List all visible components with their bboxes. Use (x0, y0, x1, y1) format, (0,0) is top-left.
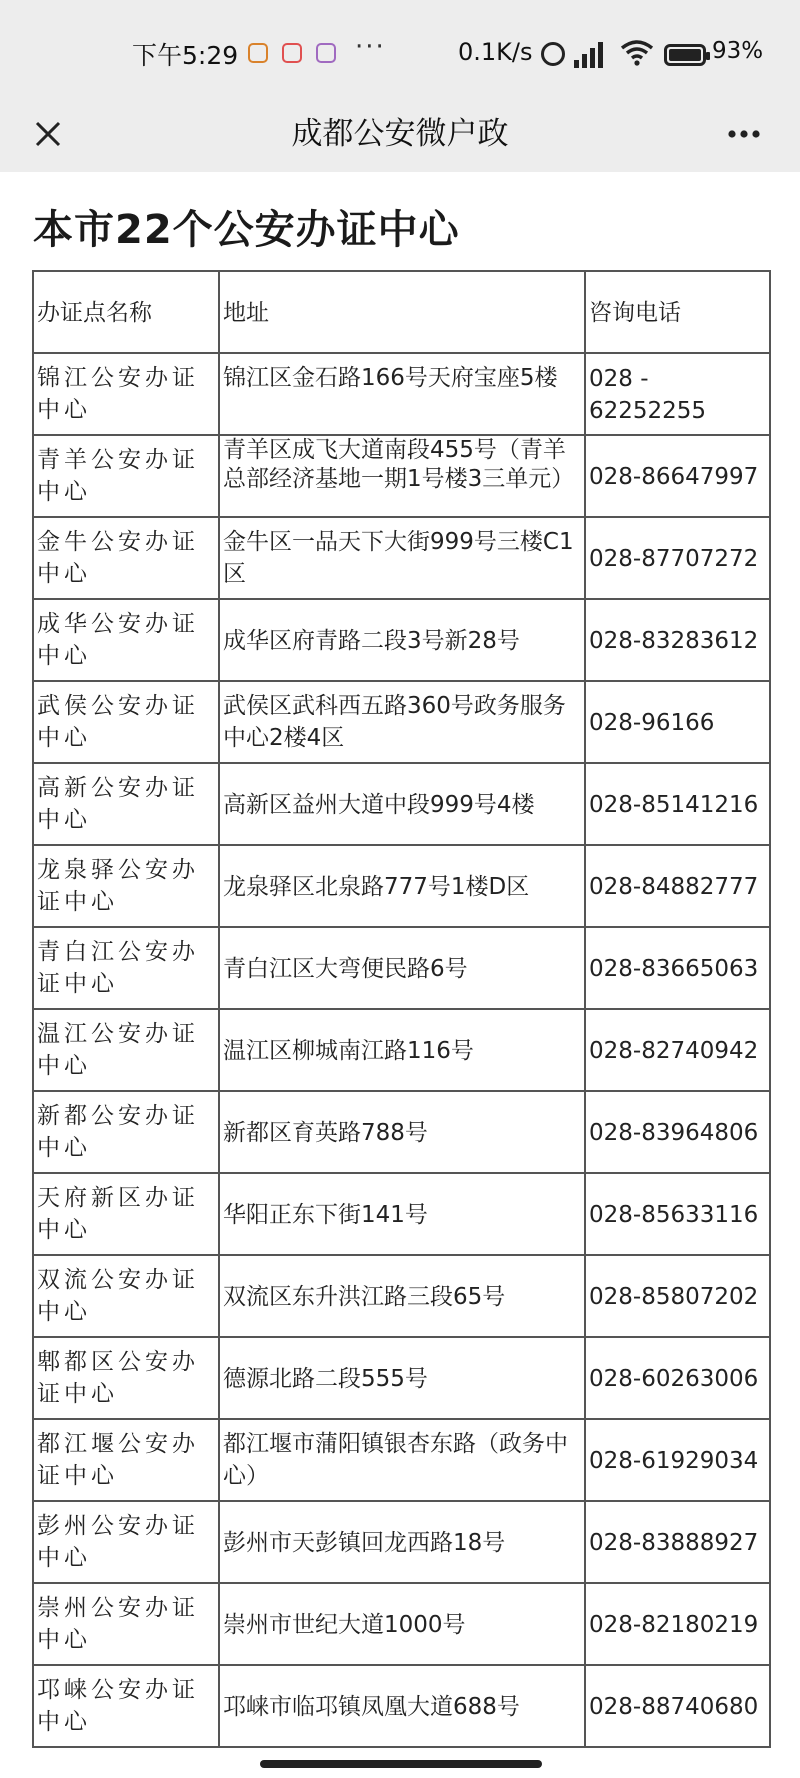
center-address: 高新区益州大道中段999号4楼 (219, 763, 585, 845)
app-notification-icon (282, 43, 302, 63)
center-phone[interactable]: 028-88740680 (585, 1665, 770, 1747)
battery-icon (664, 44, 706, 66)
center-address: 龙泉驿区北泉路777号1楼D区 (219, 845, 585, 927)
center-name: 天府新区办证中心 (33, 1173, 219, 1255)
battery-percent: 93% (712, 38, 764, 64)
alarm-icon (541, 42, 565, 66)
signal-icon (574, 40, 608, 68)
table-row (33, 1337, 770, 1419)
center-phone[interactable]: 028-85633116 (585, 1173, 770, 1255)
table-row (33, 1583, 770, 1665)
center-name: 锦江公安办证中心 (33, 353, 219, 435)
center-phone[interactable]: 028 - 62252255 (585, 353, 770, 435)
center-address: 新都区育英路788号 (219, 1091, 585, 1173)
center-phone[interactable]: 028-83964806 (585, 1091, 770, 1173)
network-speed: 0.1K/s (458, 38, 533, 66)
center-name: 彭州公安办证中心 (33, 1501, 219, 1583)
center-phone[interactable]: 028-83665063 (585, 927, 770, 1009)
table-header-row (33, 271, 770, 353)
header-address: 地址 (219, 271, 585, 353)
center-name: 成华公安办证中心 (33, 599, 219, 681)
center-name: 金牛公安办证中心 (33, 517, 219, 599)
center-name: 青白江公安办证中心 (33, 927, 219, 1009)
center-address: 双流区东升洪江路三段65号 (219, 1255, 585, 1337)
center-name: 都江堰公安办证中心 (33, 1419, 219, 1501)
center-address: 邛崃市临邛镇凤凰大道688号 (219, 1665, 585, 1747)
more-icon[interactable] (718, 108, 770, 160)
table-row (33, 353, 770, 435)
page-nav-title: 成都公安微户政 (291, 116, 509, 152)
gesture-bar (0, 1752, 800, 1778)
center-phone[interactable]: 028-61929034 (585, 1419, 770, 1501)
table-row (33, 1009, 770, 1091)
table-row (33, 1419, 770, 1501)
center-address: 崇州市世纪大道1000号 (219, 1583, 585, 1665)
center-address: 彭州市天彭镇回龙西路18号 (219, 1501, 585, 1583)
center-name: 双流公安办证中心 (33, 1255, 219, 1337)
page-title: 本市22个公安办证中心 (33, 207, 460, 253)
table-row (33, 1501, 770, 1583)
center-phone[interactable]: 028-86647997 (585, 435, 770, 517)
centers-table (32, 270, 771, 1748)
table-row (33, 1091, 770, 1173)
table-row (33, 845, 770, 927)
table-row (33, 927, 770, 1009)
center-name: 高新公安办证中心 (33, 763, 219, 845)
table-row (33, 517, 770, 599)
center-phone[interactable]: 028-85141216 (585, 763, 770, 845)
status-time: 下午5:29 (132, 41, 239, 70)
center-phone[interactable]: 028-84882777 (585, 845, 770, 927)
center-phone[interactable]: 028-83888927 (585, 1501, 770, 1583)
center-phone[interactable]: 028-82740942 (585, 1009, 770, 1091)
center-address: 成华区府青路二段3号新28号 (219, 599, 585, 681)
wifi-icon (620, 38, 654, 66)
center-phone[interactable]: 028-85807202 (585, 1255, 770, 1337)
center-address: 金牛区一品天下大街999号三楼C1区 (219, 517, 585, 599)
article-content (0, 172, 800, 1752)
center-address: 青白江区大弯便民路6号 (219, 927, 585, 1009)
status-bar (0, 0, 800, 96)
center-phone[interactable]: 028-82180219 (585, 1583, 770, 1665)
center-phone[interactable]: 028-87707272 (585, 517, 770, 599)
center-name: 武侯公安办证中心 (33, 681, 219, 763)
table-row (33, 763, 770, 845)
center-phone[interactable]: 028-83283612 (585, 599, 770, 681)
header-phone: 咨询电话 (585, 271, 770, 353)
table-row (33, 1173, 770, 1255)
table-row (33, 1255, 770, 1337)
center-name: 邛崃公安办证中心 (33, 1665, 219, 1747)
app-notification-icon (248, 43, 268, 63)
table-row (33, 1665, 770, 1747)
center-address: 华阳正东下街141号 (219, 1173, 585, 1255)
table-row (33, 599, 770, 681)
table-row (33, 681, 770, 763)
header-name: 办证点名称 (33, 271, 219, 353)
close-icon[interactable] (22, 108, 74, 160)
more-notifications-icon: ··· (355, 32, 386, 62)
app-notification-icon (316, 43, 336, 63)
center-name: 龙泉驿公安办证中心 (33, 845, 219, 927)
center-phone[interactable]: 028-96166 (585, 681, 770, 763)
table-row (33, 435, 770, 517)
center-address: 德源北路二段555号 (219, 1337, 585, 1419)
center-address: 温江区柳城南江路116号 (219, 1009, 585, 1091)
center-name: 青羊公安办证中心 (33, 435, 219, 517)
center-address: 锦江区金石路166号天府宝座5楼 (219, 353, 585, 435)
home-indicator[interactable] (260, 1760, 542, 1768)
center-address: 青羊区成飞大道南段455号（青羊总部经济基地一期1号楼3三单元） (219, 435, 585, 517)
center-address: 武侯区武科西五路360号政务服务中心2楼4区 (219, 681, 585, 763)
nav-bar (0, 96, 800, 172)
center-address: 都江堰市蒲阳镇银杏东路（政务中心） (219, 1419, 585, 1501)
center-phone[interactable]: 028-60263006 (585, 1337, 770, 1419)
center-name: 崇州公安办证中心 (33, 1583, 219, 1665)
center-name: 新都公安办证中心 (33, 1091, 219, 1173)
center-name: 郫都区公安办证中心 (33, 1337, 219, 1419)
center-name: 温江公安办证中心 (33, 1009, 219, 1091)
